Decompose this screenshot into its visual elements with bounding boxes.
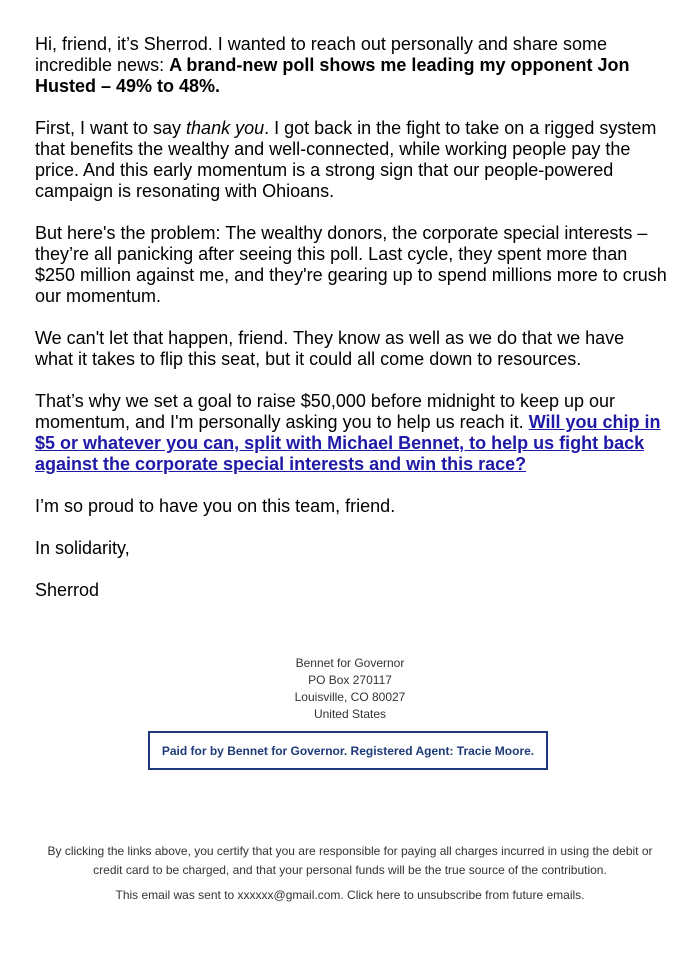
donate-link[interactable]: Will you chip in $5 or whatever you can, split with Michael Bennet, to help us fight back against the corporate special interests and win this race? bbox=[35, 412, 661, 474]
paragraph-proud: I’m so proud to have you on this team, friend. bbox=[35, 496, 396, 516]
disclaimer: By clicking the links above, you certify that you are responsible for paying all charges incurred in using the debit or credit card to be charged, and that your personal funds will be the true source of the contribution. bbox=[47, 844, 653, 877]
poll-headline: A brand-new poll shows me leading my opponent Jon Husted – 49% to 48%. bbox=[35, 55, 630, 96]
letter-body bbox=[35, 34, 667, 622]
paid-for-box bbox=[148, 731, 548, 770]
unsubscribe-line[interactable]: This email was sent to xxxxxx@gmail.com. Click here to unsubscribe from future emails. bbox=[115, 888, 585, 902]
thanks-text-end: . I got back in the fight to take on a rigged system that benefits the wealthy and well-connected, while working people pay the price. And this early momentum is a strong sign that our people-powered campaign is resonating with Ohioans. bbox=[35, 118, 657, 201]
country: United States bbox=[313, 707, 387, 721]
paragraph-thanks bbox=[35, 118, 667, 202]
paragraph-ask bbox=[35, 391, 667, 475]
paragraph-resources: We can't let that happen, friend. They know as well as we do that we have what it takes to flip this seat, but it could all come down to resources. bbox=[35, 328, 625, 369]
thanks-emphasis: thank you bbox=[186, 118, 265, 138]
footer-address bbox=[0, 655, 700, 723]
paragraph-problem: But here's the problem: The wealthy donors, the corporate special interests – they’re all panicking after seeing this poll. Last cycle, they spent more than $250 million against me, and they're gearing up to spend millions more to crush our momentum. bbox=[35, 223, 667, 306]
ask-text: That’s why we set a goal to raise $50,000 before midnight to keep up our momentum, and I'm personally asking you to help us reach it. bbox=[35, 391, 616, 432]
thanks-text-start: First, I want to say bbox=[35, 118, 187, 138]
org-name: Bennet for Governor bbox=[295, 656, 405, 670]
city-line: Louisville, CO 80027 bbox=[294, 690, 406, 704]
paid-for-text: Paid for by Bennet for Governor. Registered Agent: Tracie Moore. bbox=[161, 743, 535, 758]
po-box: PO Box 270117 bbox=[308, 673, 392, 687]
paragraph-intro bbox=[35, 34, 667, 97]
intro-text: Hi, friend, it’s Sherrod. I wanted to reach out personally and share some incredible news: bbox=[35, 34, 607, 75]
closing: In solidarity, bbox=[35, 538, 130, 558]
signature: Sherrod bbox=[35, 580, 100, 600]
